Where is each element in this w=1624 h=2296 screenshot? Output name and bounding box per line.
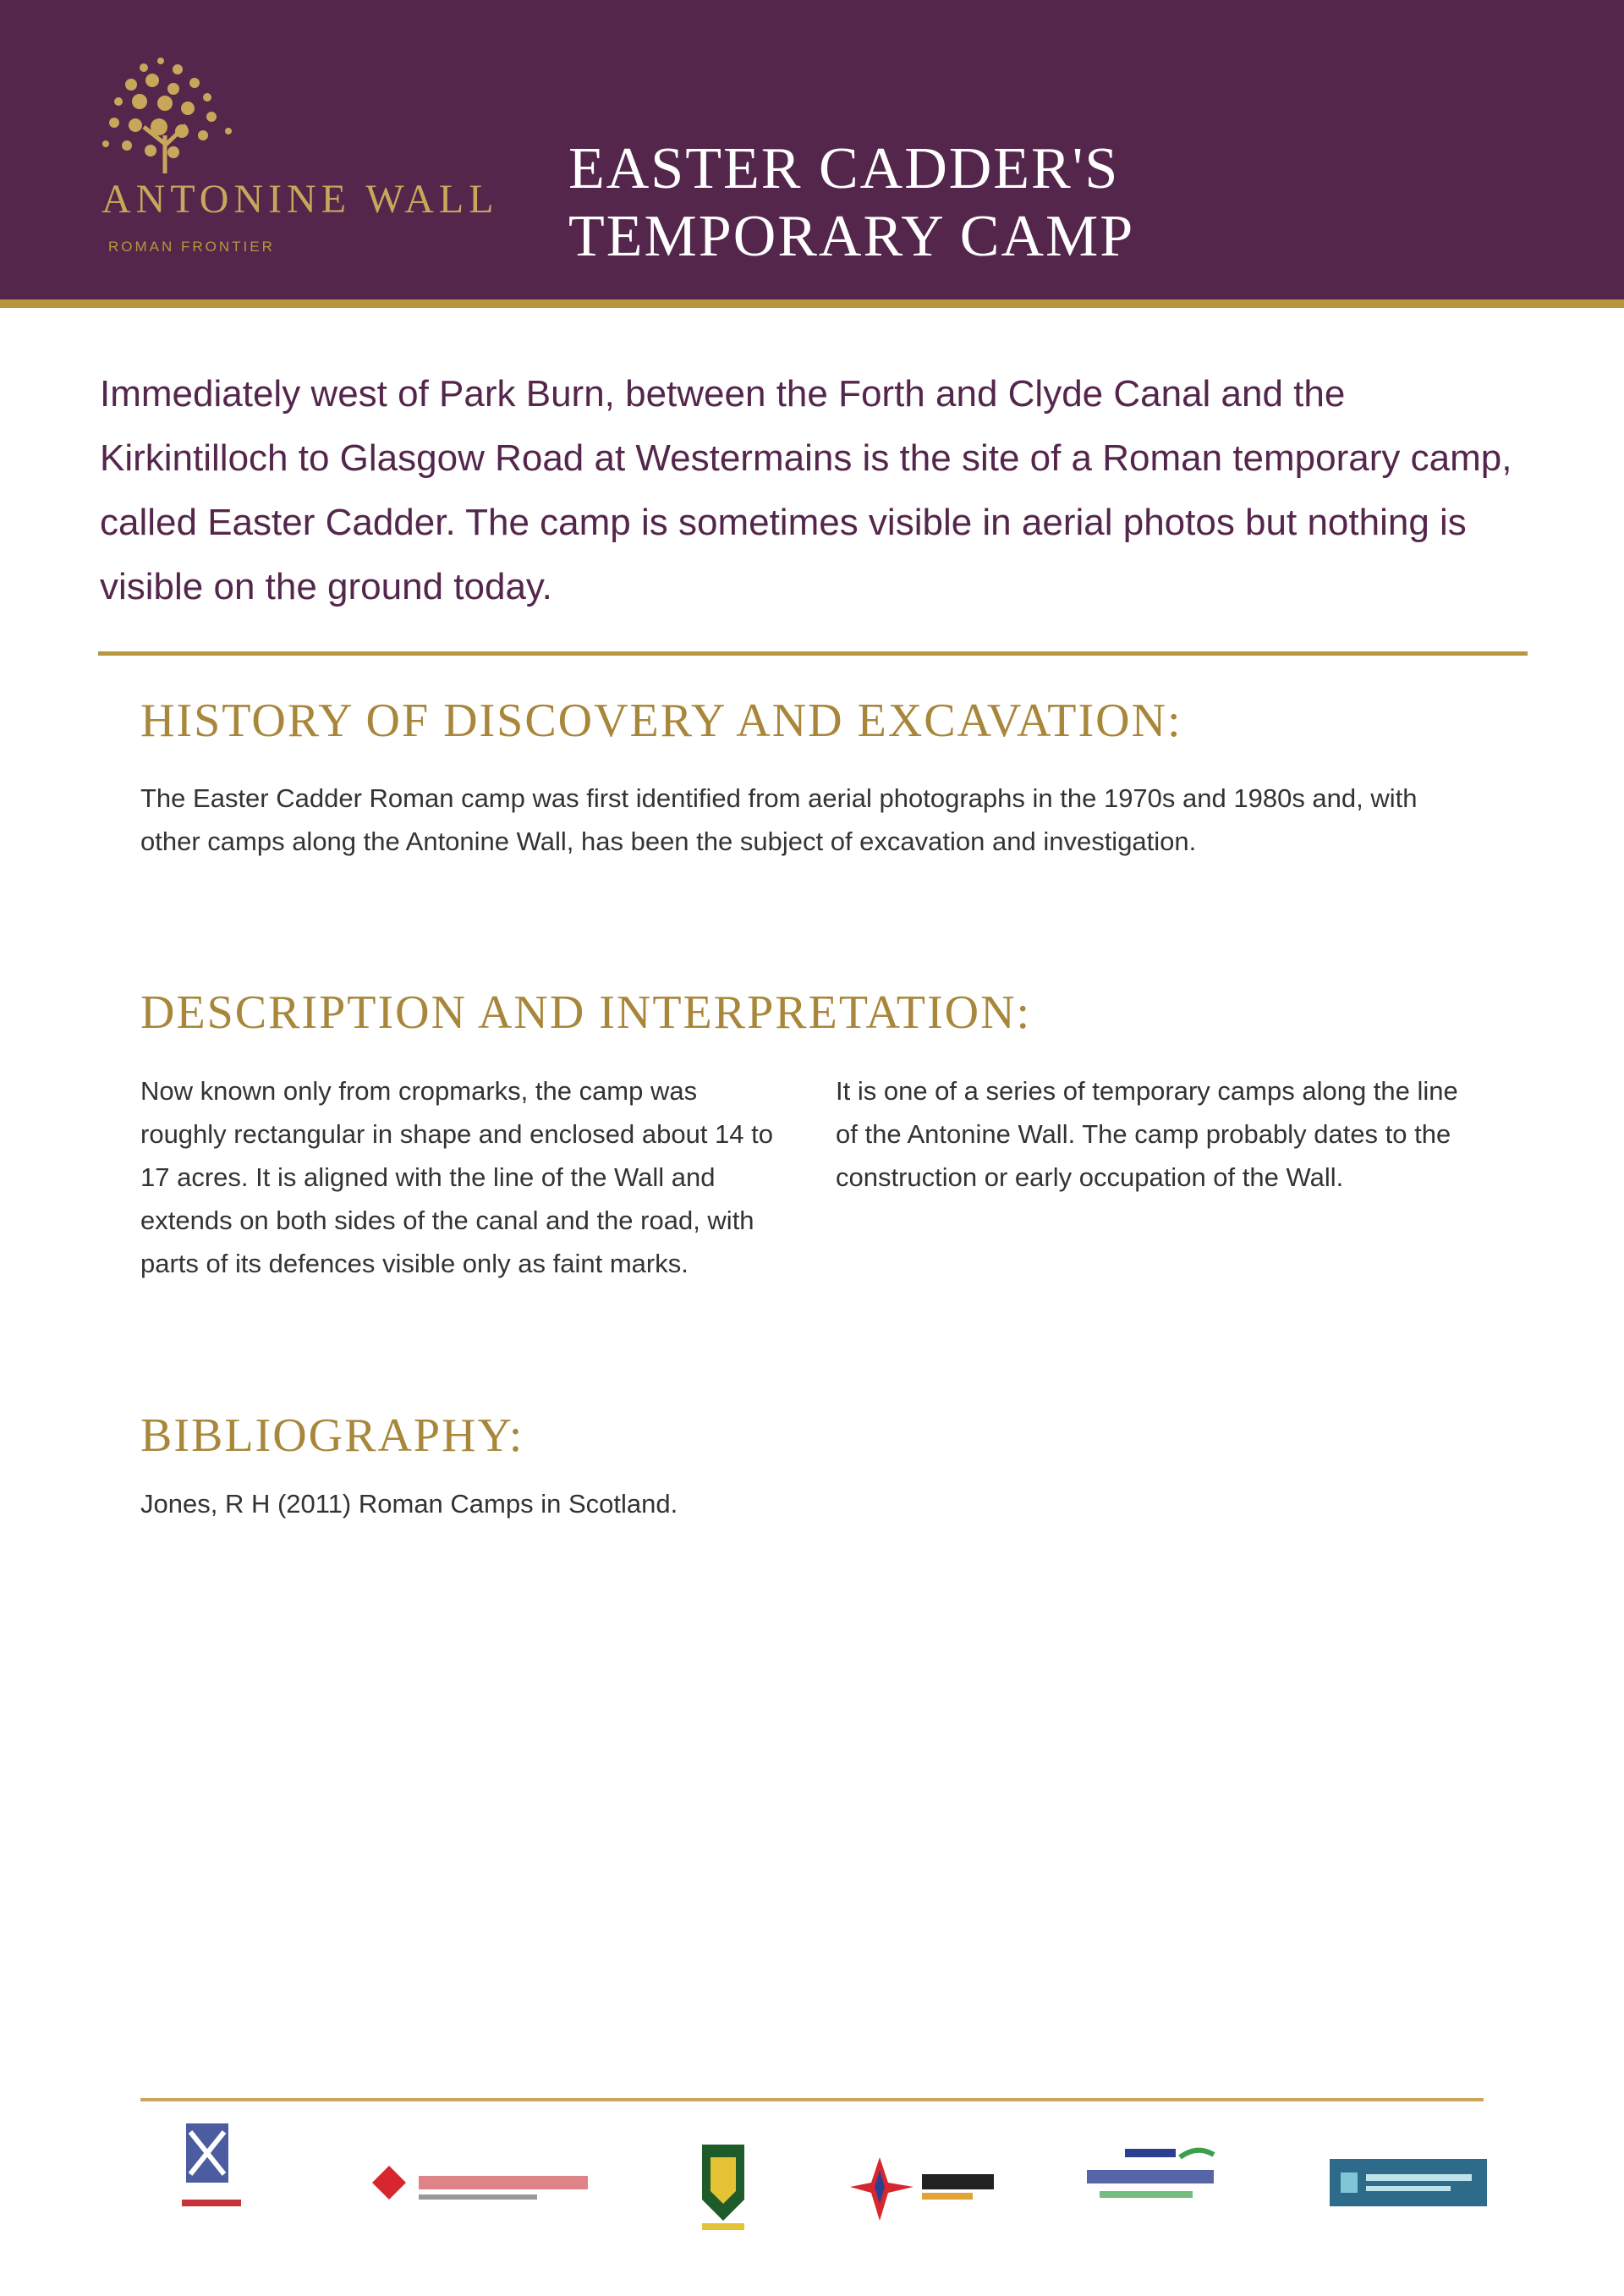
- partner-logo-5-icon: [1083, 2145, 1243, 2221]
- partner-logo-4-icon: [846, 2149, 1007, 2225]
- antonine-wall-logo: [93, 51, 516, 271]
- bibliography-heading: BIBLIOGRAPHY:: [140, 1409, 524, 1462]
- partner-logo-3-icon: [698, 2140, 749, 2233]
- history-heading: HISTORY OF DISCOVERY AND EXCAVATION:: [140, 695, 1182, 747]
- logo-wordmark: ANTONINE WALL: [102, 177, 499, 222]
- description-text-right: It is one of a series of temporary camps along the line of the Antonine Wall. The camp probably dates to the construction or early occupation of the Wall.: [836, 1076, 1458, 1192]
- intro-paragraph: Immediately west of Park Burn, between the Forth and Clyde Canal and the Kirkintilloch to Glasgow Road at Westermains is the site of a Roman temporary camp, called Easter Cadder. The camp is sometimes visible in aerial photos but nothing is visible on the ground today.: [100, 373, 1512, 607]
- bibliography-text: Jones, R H (2011) Roman Camps in Scotland.: [140, 1489, 678, 1519]
- page-title: [568, 135, 1134, 271]
- tree-emblem-icon: [93, 51, 516, 178]
- header-divider: [0, 299, 1624, 308]
- partner-logos: [0, 2115, 1624, 2250]
- title-line-2: TEMPORARY CAMP: [568, 204, 1135, 269]
- history-text: The Easter Cadder Roman camp was first identified from aerial photographs in the 1970s and 1980s and, with other camps along the Antonine Wall, has been the subject of excavation and investigation.: [140, 783, 1418, 856]
- description-text-left: Now known only from cropmarks, the camp was roughly rectangular in shape and enclosed about 14 to 17 acres. It is aligned with the line of the Wall and extends on both sides of the canal and the road, with parts of its defences visible only as faint marks.: [140, 1076, 773, 1278]
- title-line-1: EASTER CADDER'S: [568, 136, 1120, 201]
- partner-logo-6-icon: [1328, 2157, 1489, 2208]
- intro-divider: [98, 651, 1528, 656]
- header-banner: [0, 0, 1624, 299]
- description-heading: DESCRIPTION AND INTERPRETATION:: [140, 986, 1032, 1039]
- partner-logo-2-icon: [364, 2157, 601, 2208]
- logo-subtitle: ROMAN FRONTIER: [108, 239, 275, 255]
- footer-divider: [140, 2098, 1484, 2101]
- partner-logo-1-icon: [173, 2115, 250, 2225]
